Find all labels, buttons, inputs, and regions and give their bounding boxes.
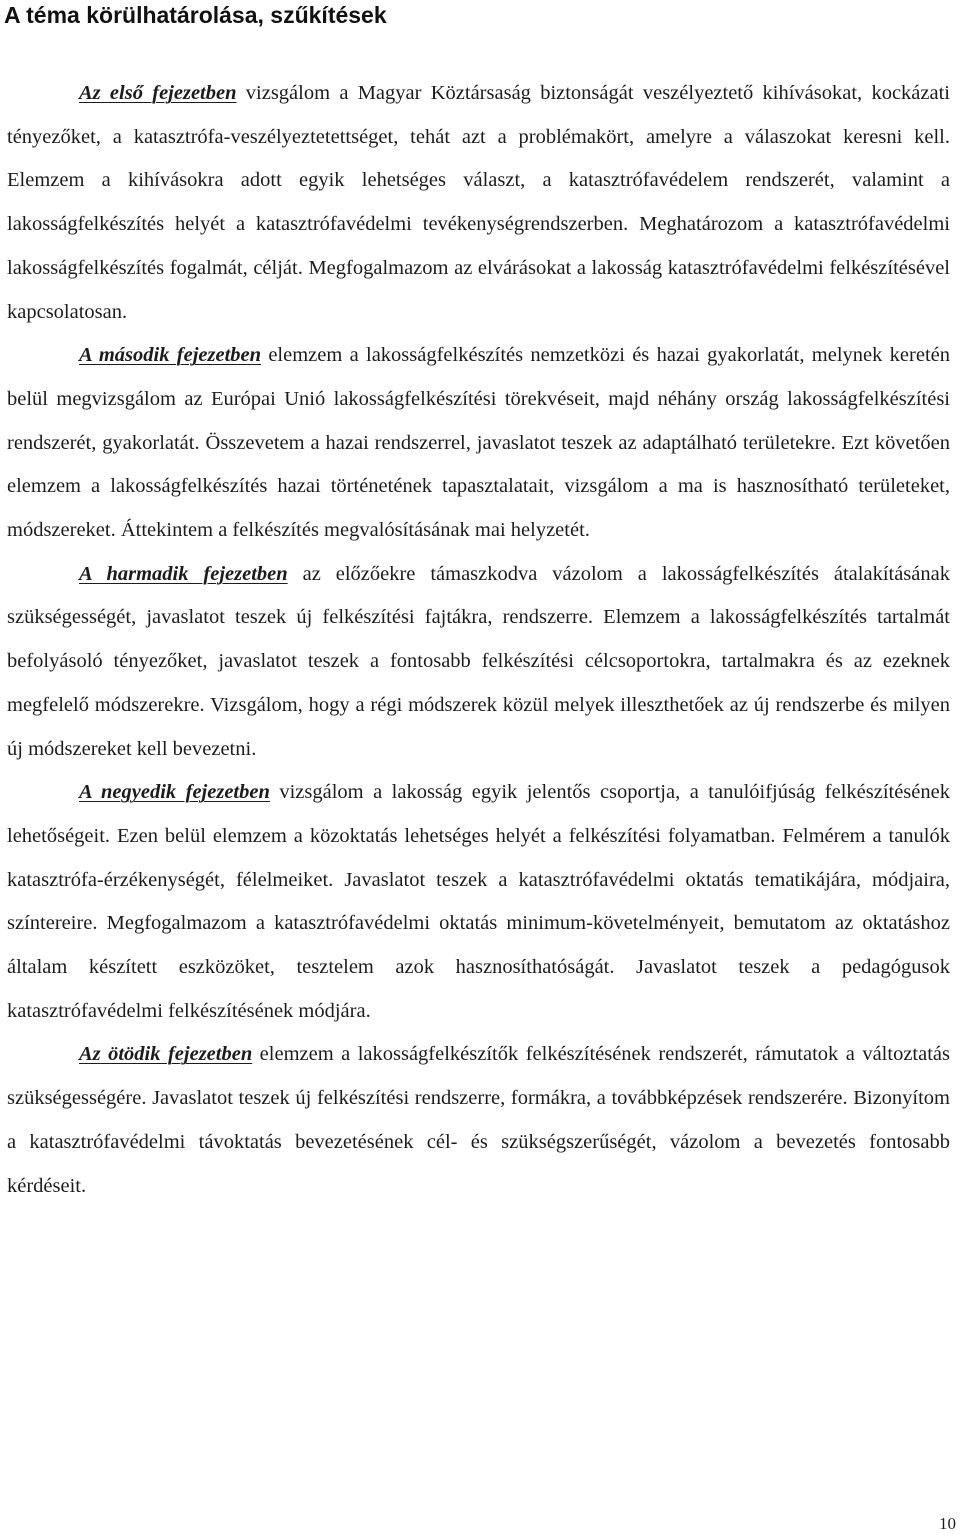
- paragraph-text: elemzem a lakosságfelkészítés nemzetközi és hazai gyakorlatát, melynek keretén belül megvizsgálom az Európai Unió lakosságfelkészítési törekvéseit, majd néhány ország lakosságfelkészítési rendszerét, gyakorlatát. Összevetem a hazai rendszerrel, javaslatot teszek az adaptálható területekre. Ezt követően elemzem a lakosságfelkészítés hazai történetének tapasztalatait, vizsgálom a ma is hasznosítható területeket, módszereket. Áttekintem a felkészítés megvalósításának mai helyzetét.: [7, 344, 950, 542]
- chapter-lead: Az ötödik fejezetben: [79, 1043, 253, 1066]
- paragraph-chapter-5: [7, 1033, 950, 1208]
- paragraph-chapter-3: [7, 553, 950, 772]
- paragraph-chapter-1: [7, 72, 950, 334]
- paragraph-text: vizsgálom a Magyar Köztársaság biztonságát veszélyeztető kihívásokat, kockázati tényezőket, a katasztrófa-veszélyeztetettséget, tehát azt a problémakört, amelyre a válaszokat keresni kell. Elemzem a kihívásokra adott egyik lehetséges választ, a katasztrófavédelem rendszerét, valamint a lakosságfelkészítés helyét a katasztrófavédelmi tevékenységrendszerben. Meghatározom a katasztrófavédelmi lakosságfelkészítés fogalmát, célját. Megfogalmazom az elvárásokat a lakosság katasztrófavédelmi felkészítésével kapcsolatosan.: [7, 82, 950, 323]
- chapter-lead: A negyedik fejezetben: [79, 781, 270, 804]
- body-text: [7, 72, 950, 1208]
- section-heading: A téma körülhatárolása, szűkítések: [4, 2, 387, 28]
- paragraph-chapter-2: [7, 334, 950, 553]
- paragraph-text: vizsgálom a lakosság egyik jelentős csoportja, a tanulóifjúság felkészítésének lehetőségeit. Ezen belül elemzem a közoktatás lehetséges helyét a felkészítési folyamatban. Felmérem a tanulók katasztrófa-érzékenységét, félelmeiket. Javaslatot teszek a katasztrófavédelmi oktatás tematikájára, módjaira, színtereire. Megfogalmazom a katasztrófavédelmi oktatás minimum-követelményeit, bemutatom az oktatáshoz általam készített eszközöket, tesztelem azok hasznosíthatóságát. Javaslatot teszek a pedagógusok katasztrófavédelmi felkészítésének módjára.: [7, 781, 950, 1022]
- paragraph-text: elemzem a lakosságfelkészítők felkészítésének rendszerét, rámutatok a változtatás szükségességére. Javaslatot teszek új felkészítési rendszerre, formákra, a továbbképzések rendszerére. Bizonyítom a katasztrófavédelmi távoktatás bevezetésének cél- és szükségszerűségét, vázolom a bevezetés fontosabb kérdéseit.: [7, 1043, 950, 1197]
- page-number: 10: [939, 1514, 956, 1533]
- chapter-lead: A harmadik fejezetben: [79, 562, 288, 585]
- chapter-lead: Az első fejezetben: [79, 82, 237, 104]
- chapter-lead: A második fejezetben: [79, 344, 262, 367]
- paragraph-text: az előzőekre támaszkodva vázolom a lakosságfelkészítés átalakításának szükségességét, javaslatot teszek új felkészítési fajtákra, rendszerre. Elemzem a lakosságfelkészítés tartalmát befolyásoló tényezőket, javaslatot teszek a fontosabb felkészítési célcsoportokra, tartalmakra és az ezeknek megfelelő módszerekre. Vizsgálom, hogy a régi módszerek közül melyek illeszthetőek az új rendszerbe és milyen új módszereket kell bevezetni.: [7, 562, 950, 760]
- paragraph-chapter-4: [7, 771, 950, 1033]
